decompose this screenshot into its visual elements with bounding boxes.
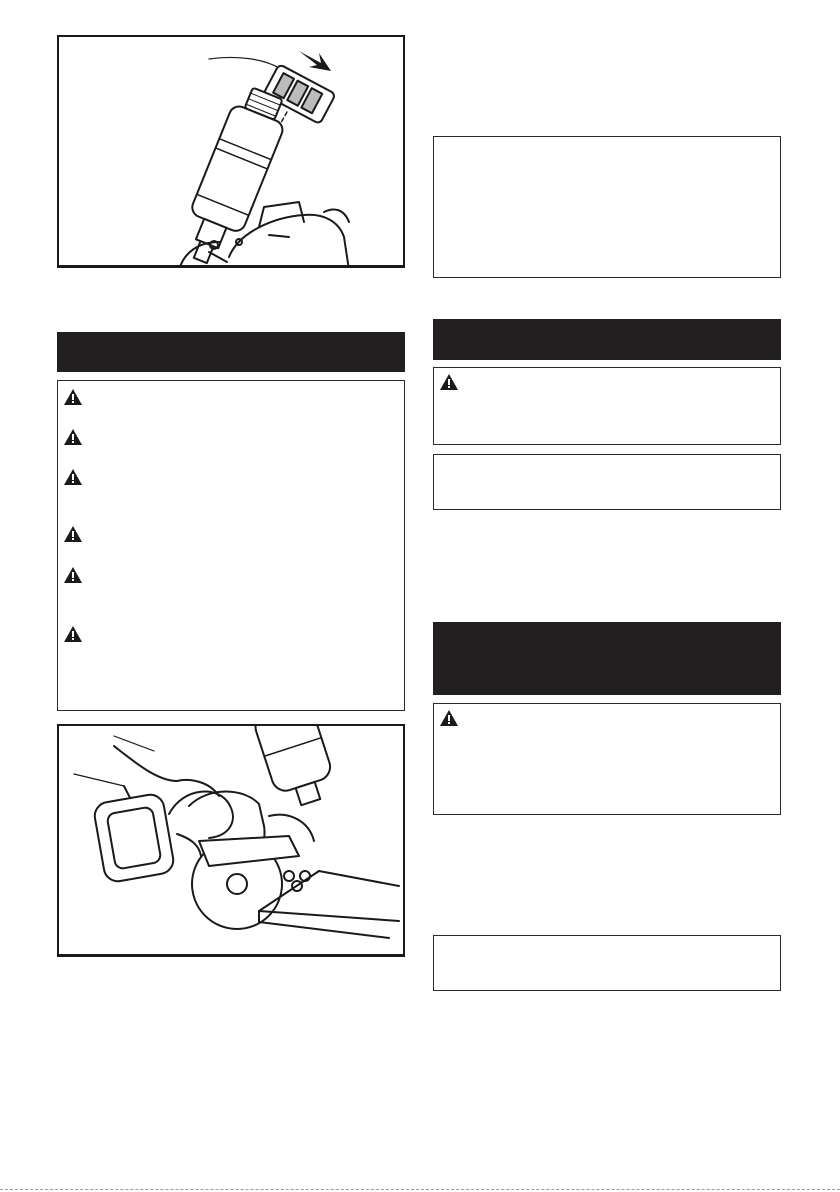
warning-triangle-icon [440, 710, 458, 726]
section-header-bar-right-1 [433, 319, 781, 360]
note-box-right-2 [433, 454, 781, 510]
warning-box-right-1 [433, 367, 781, 445]
warning-triangle-icon [64, 567, 82, 583]
warning-triangle-icon [64, 429, 82, 445]
note-box-top-right [433, 136, 781, 278]
warning-triangle-icon [64, 389, 82, 405]
warning-triangle-icon [64, 526, 82, 542]
note-box-right-3 [433, 935, 781, 991]
figure-cutter-operation [57, 724, 405, 957]
section-header-bar-left [57, 332, 405, 372]
warning-triangle-icon [440, 374, 458, 390]
cutter-operation-illustration [59, 726, 405, 957]
page-edge-line [0, 1189, 840, 1190]
section-header-bar-right-2 [433, 622, 781, 695]
warning-triangle-icon [64, 626, 82, 642]
bottle-cap-illustration [59, 37, 405, 268]
figure-bottle-cap [57, 35, 405, 268]
warning-triangle-icon [64, 469, 82, 485]
warning-box-right-2 [433, 703, 781, 815]
warning-list-box-left [57, 380, 405, 711]
